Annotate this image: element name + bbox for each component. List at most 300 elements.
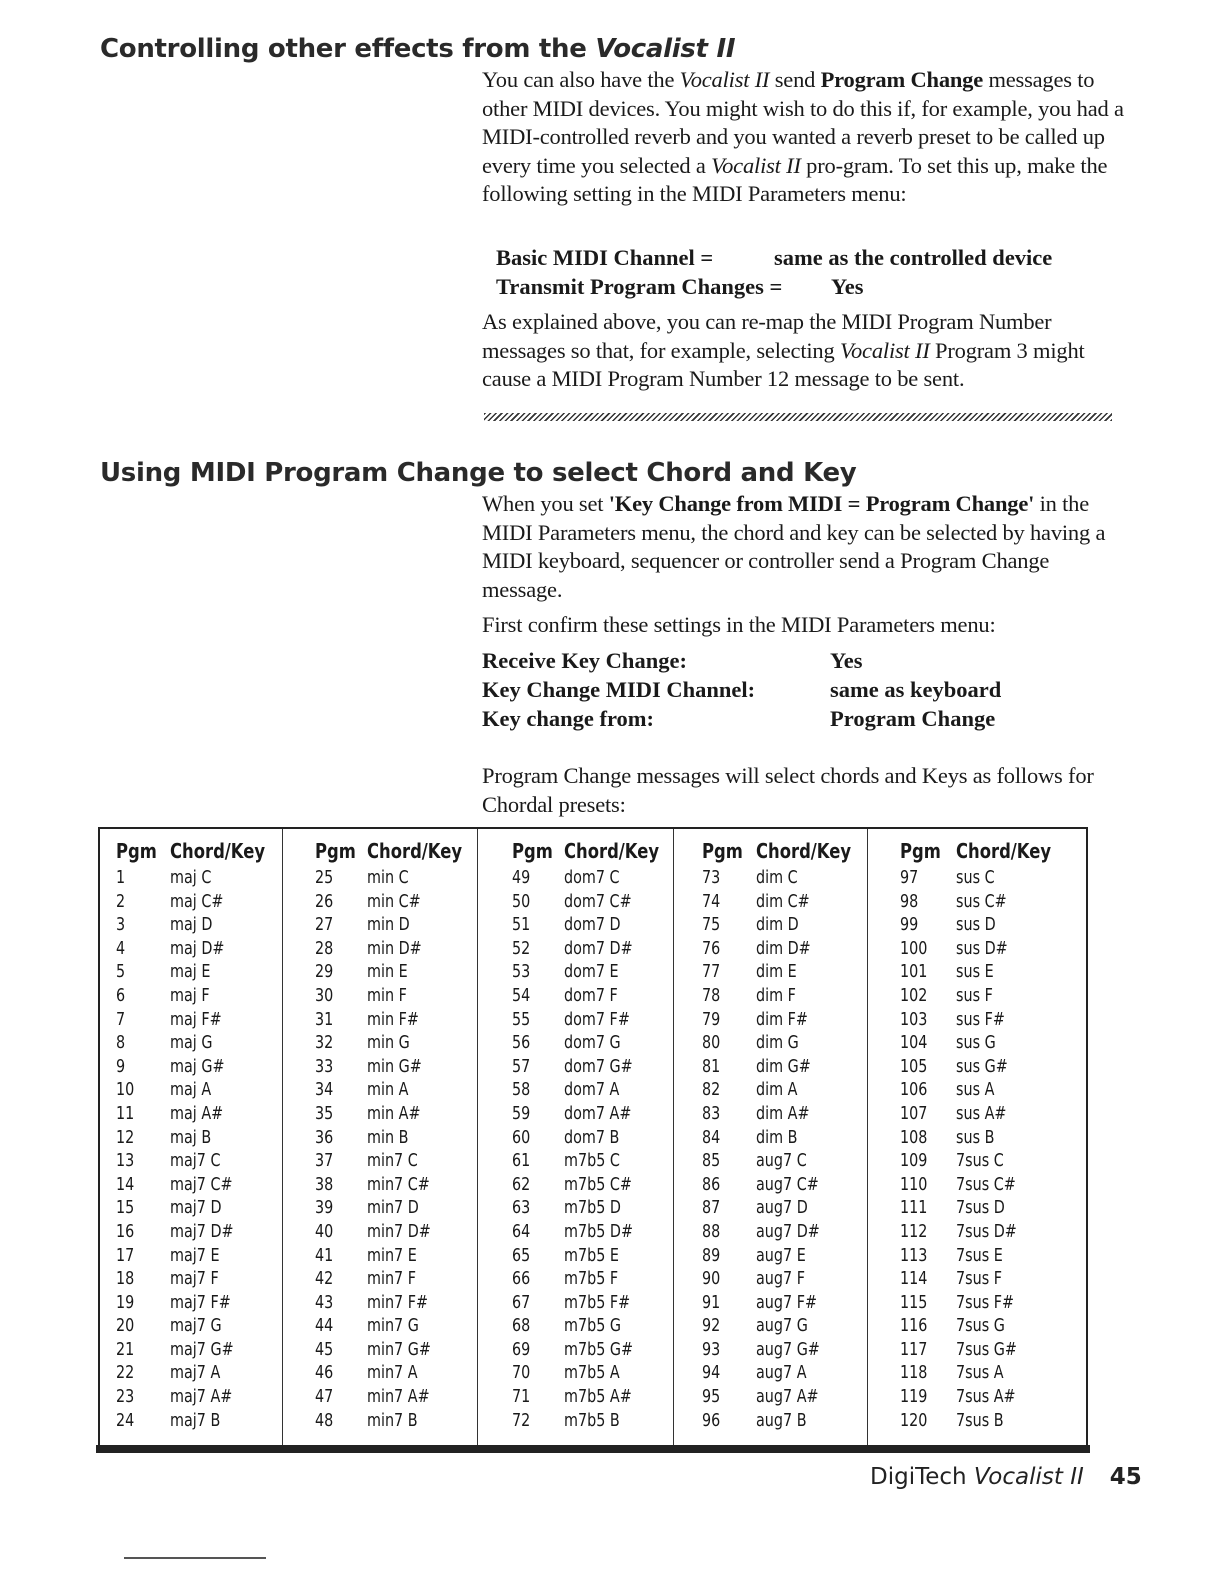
pgm-number: 29 [315,962,334,983]
pgm-number: 42 [315,1269,334,1290]
pgm-number: 81 [702,1056,721,1077]
chord-key: min A# [367,1103,421,1124]
pgm-number: 111 [900,1198,928,1219]
chord-key: aug7 B [756,1410,807,1431]
table-rows [283,867,477,1433]
table-row [283,938,477,962]
chord-key: maj7 A# [170,1387,233,1408]
table-row [100,1197,282,1221]
pgm-number: 66 [512,1269,531,1290]
page-footer: DigiTech Vocalist II 45 [870,1464,1142,1490]
table-row [100,985,282,1009]
pgm-number: 65 [512,1245,531,1266]
chord-key: maj7 D [170,1198,222,1219]
table-column [100,829,283,1447]
table-row [674,1174,867,1198]
chord-key: 7sus C# [956,1174,1016,1195]
pgm-number: 89 [702,1245,721,1266]
table-row [100,1245,282,1269]
pgm-number: 91 [702,1292,721,1313]
table-row [478,1221,673,1245]
pgm-number: 5 [116,962,126,983]
chord-key: min D [367,915,410,936]
chord-key: 7sus A [956,1363,1004,1384]
table-row [283,1197,477,1221]
table-row [283,1103,477,1127]
pgm-number: 76 [702,938,721,959]
table-row [100,867,282,891]
pgm-number: 107 [900,1103,928,1124]
table-row [283,1339,477,1363]
table-row [868,914,1086,938]
chord-key: min7 E [367,1245,417,1266]
pgm-number: 80 [702,1033,721,1054]
chord-key: aug7 D [756,1198,808,1219]
paragraph [482,66,1132,209]
chord-key: dim B [756,1127,798,1148]
pgm-number: 109 [900,1151,928,1172]
chord-key: dom7 C# [564,891,632,912]
pgm-number: 71 [512,1387,531,1408]
chord-key: 7sus G [956,1316,1005,1337]
chord-key: min G# [367,1056,422,1077]
chord-key: maj A# [170,1103,224,1124]
table-row [283,1386,477,1410]
chord-key: aug7 F# [756,1292,817,1313]
chord-key: dim E [756,962,797,983]
chord-key: sus C# [956,891,1007,912]
pgm-number: 36 [315,1127,334,1148]
pgm-number: 83 [702,1103,721,1124]
table-row [674,1339,867,1363]
pgm-number: 10 [116,1080,135,1101]
pgm-number: 86 [702,1174,721,1195]
pgm-number: 19 [116,1292,135,1313]
chord-key: min7 G [367,1316,419,1337]
table-row [674,1056,867,1080]
pgm-number: 60 [512,1127,531,1148]
table-row [478,1103,673,1127]
pgm-number: 7 [116,1009,126,1030]
chord-key: maj7 A [170,1363,221,1384]
pgm-number: 52 [512,938,531,959]
pgm-number: 22 [116,1363,135,1384]
table-row [868,867,1086,891]
chord-key: dim C# [756,891,810,912]
chord-key-table [98,827,1088,1447]
table-row [100,1009,282,1033]
chord-key: min F# [367,1009,419,1030]
chord-key: m7b5 G# [564,1339,634,1360]
chord-key: aug7 F [756,1269,805,1290]
table-row [674,1197,867,1221]
table-row [674,1103,867,1127]
chord-key: m7b5 A [564,1363,620,1384]
table-row [868,1245,1086,1269]
chord-key: 7sus D# [956,1221,1017,1242]
column-header-pgm: Pgm [116,839,157,863]
pgm-number: 16 [116,1221,135,1242]
chord-key: min7 F [367,1269,417,1290]
chord-key: maj7 C [170,1151,221,1172]
pgm-number: 74 [702,891,721,912]
table-row [478,1339,673,1363]
chord-key: maj B [170,1127,212,1148]
table-row [283,1245,477,1269]
chord-key: dim A# [756,1103,810,1124]
pgm-number: 6 [116,985,126,1006]
chord-key: 7sus F# [956,1292,1015,1313]
pgm-number: 49 [512,868,531,888]
table-row [100,961,282,985]
pgm-number: 39 [315,1198,334,1219]
table-row [478,867,673,891]
table-row [674,1221,867,1245]
table-row [674,914,867,938]
pgm-number: 87 [702,1198,721,1219]
table-row [674,1127,867,1151]
pgm-number: 103 [900,1009,928,1030]
pgm-number: 11 [116,1103,135,1124]
pgm-number: 63 [512,1198,531,1219]
pgm-number: 99 [900,915,919,936]
table-row [868,1150,1086,1174]
pgm-number: 14 [116,1174,135,1195]
chord-key: dim D [756,915,799,936]
pgm-number: 110 [900,1174,928,1195]
chord-key: maj7 F# [170,1292,231,1313]
chord-key: maj A [170,1080,212,1101]
pgm-number: 102 [900,985,928,1006]
chord-key: aug7 C# [756,1174,819,1195]
table-row [478,1410,673,1434]
chord-key: min D# [367,938,422,959]
table-row [100,1362,282,1386]
table-row [283,1362,477,1386]
chord-key: maj D# [170,938,225,959]
table-row [283,891,477,915]
table-row [283,1268,477,1292]
pgm-number: 79 [702,1009,721,1030]
section2-body [482,490,1132,604]
table-bottom-border [96,1445,1090,1453]
pgm-number: 30 [315,985,334,1006]
section1-body [482,66,1132,209]
chord-key: dim C [756,868,798,888]
chord-key: min C# [367,891,421,912]
chord-key: sus A [956,1080,995,1101]
chord-key: sus D [956,915,996,936]
table-row [478,1079,673,1103]
table-row [100,891,282,915]
pgm-number: 13 [116,1151,135,1172]
table-row [868,1103,1086,1127]
pgm-number: 17 [116,1245,135,1266]
table-row [478,1174,673,1198]
table-row [868,1197,1086,1221]
pgm-number: 120 [900,1410,928,1431]
table-row [283,867,477,891]
table-row [478,1032,673,1056]
chord-key: m7b5 C [564,1151,620,1172]
chord-key: maj7 E [170,1245,220,1266]
table-row [674,1362,867,1386]
chord-key: m7b5 F [564,1269,619,1290]
pgm-number: 113 [900,1245,928,1266]
section-divider [484,413,1112,421]
chord-key: dim D# [756,938,811,959]
chord-key: min G [367,1033,410,1054]
table-row [868,1009,1086,1033]
pgm-number: 50 [512,891,531,912]
table-column [868,829,1086,1447]
table-row [100,914,282,938]
table-row [100,938,282,962]
chord-key: maj F# [170,1009,222,1030]
table-row [100,1032,282,1056]
table-row [674,938,867,962]
table-row [674,1410,867,1434]
table-row [283,1315,477,1339]
table-row [100,1339,282,1363]
pgm-number: 115 [900,1292,928,1313]
pgm-number: 59 [512,1103,531,1124]
table-rows [100,867,282,1433]
chord-key: dom7 G# [564,1056,633,1077]
table-row [868,891,1086,915]
table-row [674,1245,867,1269]
pgm-number: 73 [702,868,721,888]
pgm-number: 82 [702,1080,721,1101]
paragraph [482,490,1132,604]
table-row [674,1315,867,1339]
table-row [674,1079,867,1103]
table-row [100,1410,282,1434]
chord-key: m7b5 F# [564,1292,631,1313]
section-heading-program-change: Using MIDI Program Change to select Chord and Key [100,458,857,488]
pgm-number: 100 [900,938,928,959]
table-row [283,1056,477,1080]
table-row [674,1268,867,1292]
pgm-number: 56 [512,1033,531,1054]
table-row [868,1174,1086,1198]
chord-key: m7b5 D [564,1198,621,1219]
table-row [100,1056,282,1080]
pgm-number: 38 [315,1174,334,1195]
chord-key: min7 D# [367,1221,431,1242]
chord-key: dim G [756,1033,799,1054]
pgm-number: 21 [116,1339,135,1360]
chord-key: aug7 G# [756,1339,820,1360]
text-run: Program Change [820,67,984,92]
chord-key: sus F# [956,1009,1005,1030]
table-row [478,1386,673,1410]
table-row [674,1292,867,1316]
chord-key: sus A# [956,1103,1007,1124]
table-row [283,1127,477,1151]
table-row [283,1292,477,1316]
chord-key: maj7 D# [170,1221,234,1242]
table-row [478,891,673,915]
table-row [478,1268,673,1292]
pgm-number: 23 [116,1387,135,1408]
pgm-number: 116 [900,1316,928,1337]
table-row [868,1315,1086,1339]
chord-key: maj G [170,1033,213,1054]
table-row [100,1174,282,1198]
table-row [478,1056,673,1080]
table-row [478,1127,673,1151]
chord-key: min7 B [367,1410,418,1431]
pgm-number: 108 [900,1127,928,1148]
pgm-number: 78 [702,985,721,1006]
text-run: Program Change messages will select chords and Keys as follows for Chordal presets: [482,763,1094,817]
table-row [674,891,867,915]
text-run: When you set [482,491,609,516]
pgm-number: 97 [900,868,919,888]
chord-key: dom7 E [564,962,619,983]
chord-key: sus D# [956,938,1008,959]
table-row [100,1268,282,1292]
pgm-number: 48 [315,1410,334,1431]
table-row [868,1268,1086,1292]
chord-key: dom7 C [564,868,620,888]
pgm-number: 96 [702,1410,721,1431]
pgm-number: 27 [315,915,334,936]
table-column [674,829,868,1447]
chord-key: maj7 C# [170,1174,233,1195]
pgm-number: 54 [512,985,531,1006]
chord-key: maj G# [170,1056,225,1077]
table-row [868,961,1086,985]
pgm-number: 18 [116,1269,135,1290]
chord-key: 7sus F [956,1269,1002,1290]
chord-key: min7 A [367,1363,418,1384]
table-row [868,1362,1086,1386]
pgm-number: 53 [512,962,531,983]
chord-key: m7b5 B [564,1410,620,1431]
chord-key: sus C [956,868,995,888]
pgm-number: 67 [512,1292,531,1313]
table-row [868,1079,1086,1103]
pgm-number: 64 [512,1221,531,1242]
chord-key: min F [367,985,407,1006]
chord-key: dim G# [756,1056,811,1077]
pgm-number: 90 [702,1269,721,1290]
section2-body-3 [482,762,1132,819]
chord-key: maj D [170,915,213,936]
table-row [283,1032,477,1056]
pgm-number: 88 [702,1221,721,1242]
pgm-number: 101 [900,962,928,983]
table-row [100,1127,282,1151]
section-heading-controlling-effects: Controlling other effects from the Vocalist II [100,34,736,64]
pgm-number: 26 [315,891,334,912]
table-row [674,1009,867,1033]
pgm-number: 1 [116,868,126,888]
pgm-number: 112 [900,1221,928,1242]
table-row [674,1386,867,1410]
chord-key: dom7 A [564,1080,620,1101]
pgm-number: 98 [900,891,919,912]
pgm-number: 92 [702,1316,721,1337]
text-run: send [769,67,821,92]
column-header-pgm: Pgm [900,839,941,863]
pgm-number: 94 [702,1363,721,1384]
table-row [283,1221,477,1245]
table-row [478,985,673,1009]
table-row [283,961,477,985]
chord-key: 7sus G# [956,1339,1017,1360]
pgm-number: 3 [116,915,126,936]
pgm-number: 55 [512,1009,531,1030]
text-run: Vocalist II [711,152,801,178]
table-row [100,1150,282,1174]
pgm-number: 72 [512,1410,531,1431]
pgm-number: 57 [512,1056,531,1077]
column-header-pgm: Pgm [512,839,553,863]
table-row [674,961,867,985]
chord-key: maj C# [170,891,224,912]
pgm-number: 46 [315,1363,334,1384]
pgm-number: 20 [116,1316,135,1337]
table-column [478,829,674,1447]
pgm-number: 33 [315,1056,334,1077]
table-row [283,1079,477,1103]
chord-key: dim F [756,985,796,1006]
pgm-number: 117 [900,1339,928,1360]
chord-key: aug7 D# [756,1221,820,1242]
table-row [868,1292,1086,1316]
pgm-number: 47 [315,1387,334,1408]
pgm-number: 9 [116,1056,126,1077]
table-row [674,1150,867,1174]
pgm-number: 34 [315,1080,334,1101]
pgm-number: 118 [900,1363,928,1384]
pgm-number: 93 [702,1339,721,1360]
chord-key: aug7 A# [756,1387,819,1408]
table-row [868,985,1086,1009]
chord-key: dom7 B [564,1127,620,1148]
pgm-number: 41 [315,1245,334,1266]
chord-key: min B [367,1127,409,1148]
pgm-number: 4 [116,938,126,959]
chord-key: min E [367,962,408,983]
section1-body-2 [482,308,1132,394]
chord-key: dim A [756,1080,798,1101]
chord-key: 7sus D [956,1198,1005,1219]
chord-key: aug7 A [756,1363,807,1384]
table-row [478,1362,673,1386]
table-row [868,1127,1086,1151]
column-header-chord-key: Chord/Key [564,839,660,863]
chord-key: 7sus B [956,1410,1004,1431]
table-row [283,914,477,938]
paragraph [482,611,1132,640]
pgm-number: 15 [116,1198,135,1219]
chord-key: dom7 F# [564,1009,630,1030]
chord-key: min A [367,1080,409,1101]
pgm-number: 85 [702,1151,721,1172]
text-run: Vocalist II [839,337,930,363]
column-header-pgm: Pgm [702,839,743,863]
chord-key: maj7 F [170,1269,219,1290]
column-header-chord-key: Chord/Key [170,839,266,863]
table-row [100,1079,282,1103]
table-column [283,829,478,1447]
table-row [868,1410,1086,1434]
chord-key: sus G [956,1033,996,1054]
